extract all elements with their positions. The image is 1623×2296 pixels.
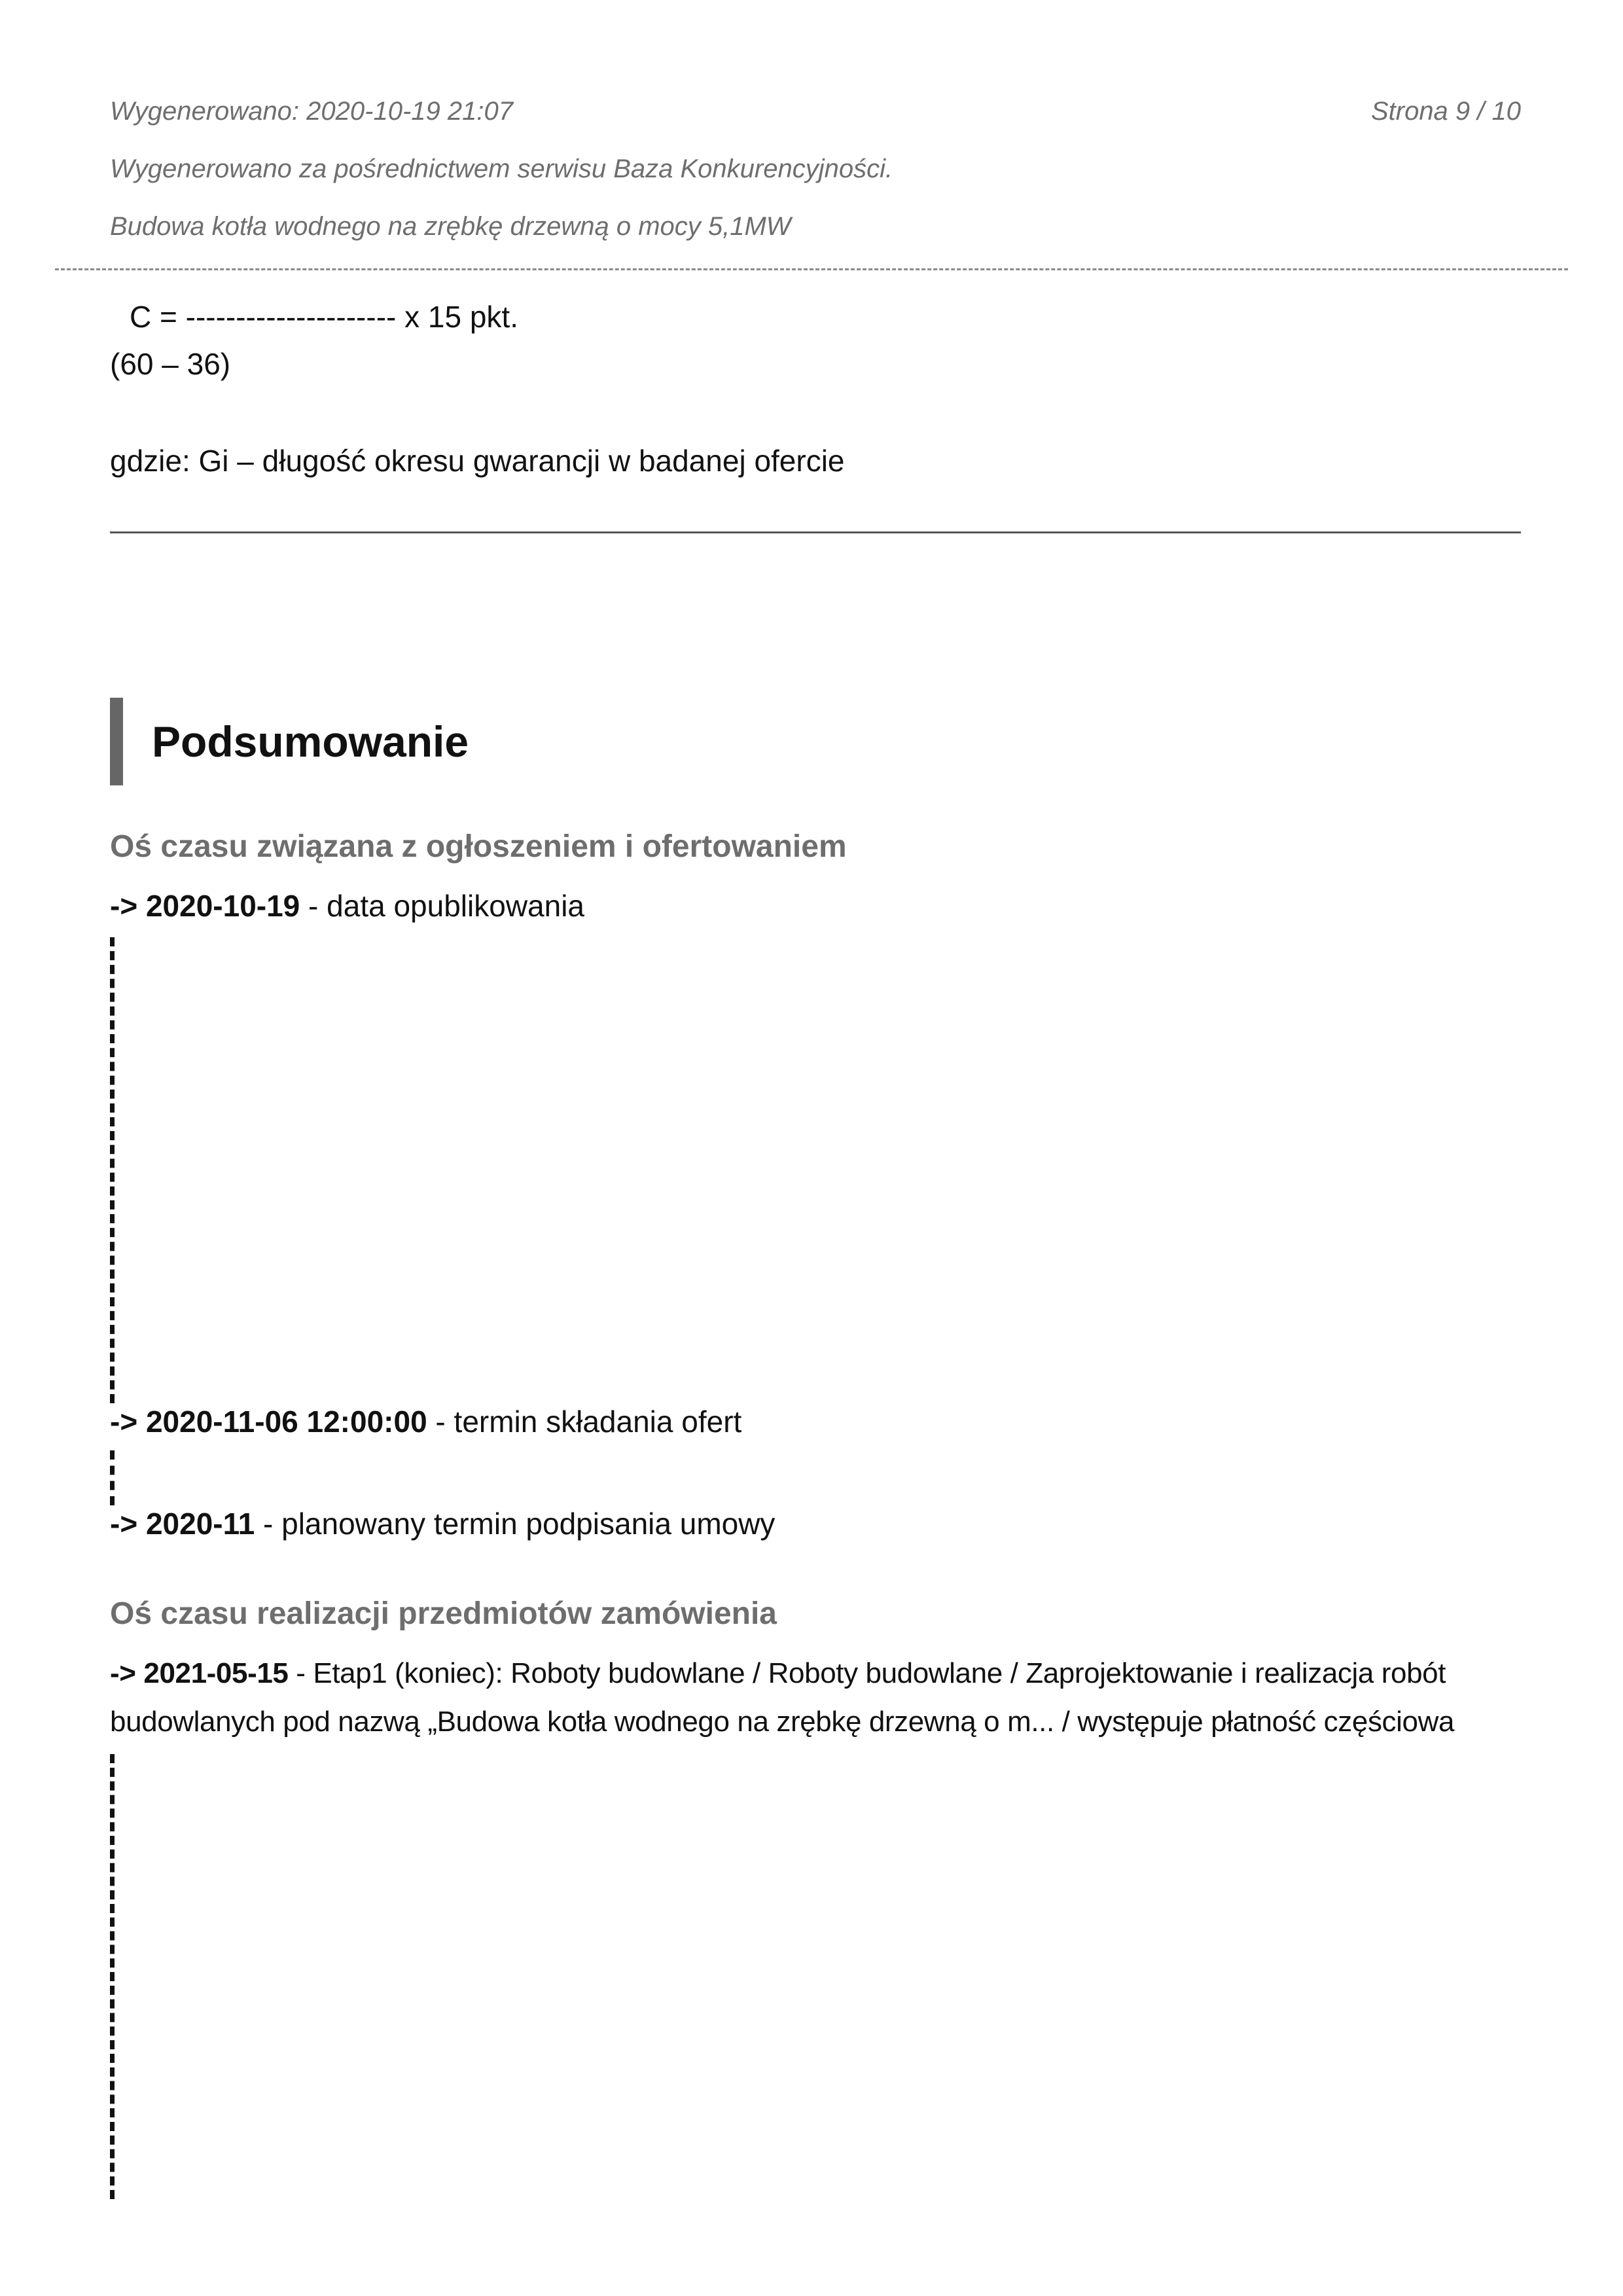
section-divider — [110, 531, 1521, 533]
timeline-entry — [110, 1649, 1524, 1746]
formula-line-1 — [110, 298, 518, 335]
page-number: Strona 9 / 10 — [1370, 97, 1521, 126]
timeline-announcement-title: Oś czasu związana z ogłoszeniem i ofertowaniem — [110, 829, 847, 864]
timeline-description: - planowany termin podpisania umowy — [255, 1507, 776, 1541]
header-separator — [55, 268, 1568, 270]
generated-source: Wygenerowano za pośrednictwem serwisu Baza Konkurencyjności. — [110, 154, 893, 183]
summary-section-heading — [110, 698, 469, 785]
timeline-description: - data opublikowania — [300, 889, 585, 923]
timeline-gap-line — [110, 1754, 115, 2199]
timeline-date: 2021-05-15 — [143, 1657, 289, 1689]
timeline-entry — [110, 1403, 741, 1440]
timeline-description: - Etap1 (koniec): Roboty budowlane / Roboty budowlane / Zaprojektowanie i realizacja robót budowlanych pod nazwą „Budowa kotła wodnego na zrębkę drzewną o m... / występuje płatność częściowa — [110, 1657, 1455, 1738]
timeline-realization-title: Oś czasu realizacji przedmiotów zamówienia — [110, 1596, 777, 1631]
timeline-date: 2020-11 — [145, 1507, 255, 1541]
timeline-description: - termin składania ofert — [427, 1405, 742, 1439]
timeline-gap-line — [110, 937, 115, 1403]
document-title: Budowa kotła wodnego na zrębkę drzewną o mocy 5,1MW — [110, 212, 791, 241]
timeline-entry — [110, 1505, 775, 1542]
timeline-gap-line — [110, 1450, 115, 1505]
timeline-date: 2020-11-06 12:00:00 — [145, 1405, 427, 1439]
generated-timestamp: Wygenerowano: 2020-10-19 21:07 — [110, 97, 513, 126]
timeline-date: 2020-10-19 — [145, 889, 300, 923]
arrow-icon: -> — [110, 1507, 138, 1541]
summary-title: Podsumowanie — [152, 717, 469, 766]
arrow-icon: -> — [110, 889, 138, 923]
timeline-entry — [110, 888, 584, 924]
heading-accent-bar — [110, 698, 123, 785]
arrow-icon: -> — [110, 1405, 138, 1439]
formula-line-2: (60 – 36) — [110, 347, 231, 381]
arrow-icon: -> — [110, 1657, 136, 1689]
formula-where: gdzie: Gi – długość okresu gwarancji w badanej ofercie — [110, 444, 845, 478]
formula-text: C = --------------------- x 15 pkt. — [130, 300, 518, 334]
